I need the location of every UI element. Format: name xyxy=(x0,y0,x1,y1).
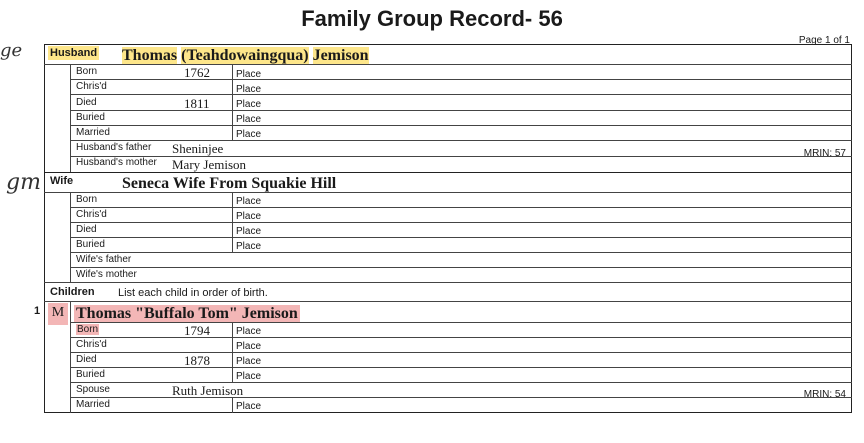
page-title: Family Group Record- 56 xyxy=(301,6,563,31)
child-name: Thomas "Buffalo Tom" Jemison xyxy=(76,305,298,322)
place-label: Place xyxy=(236,211,262,222)
husband-mother-label: Husband's mother xyxy=(76,157,157,168)
child-christened-label: Chris'd xyxy=(76,339,107,350)
child-born-label: Born xyxy=(77,324,99,335)
place-label: Place xyxy=(236,341,262,352)
husband-father-label: Husband's father xyxy=(76,142,152,153)
husband-father-name: Sheninjee xyxy=(172,141,224,156)
handwritten-mark-wife: gm xyxy=(6,170,41,195)
husband-name xyxy=(122,47,369,65)
child-number: 1 xyxy=(34,305,41,317)
wife-label: Wife xyxy=(50,175,74,187)
husband-born-date: 1762 xyxy=(184,65,210,80)
husband-died-label: Died xyxy=(76,97,97,108)
place-label: Place xyxy=(236,84,262,95)
husband-surname: Jemison xyxy=(312,47,369,64)
wife-name: Seneca Wife From Squakie Hill xyxy=(122,175,337,192)
place-label: Place xyxy=(236,326,262,337)
children-note: List each child in order of birth. xyxy=(118,287,268,299)
wife-christened-label: Chris'd xyxy=(76,209,107,220)
child-spouse-name: Ruth Jemison xyxy=(172,383,244,398)
husband-died-date: 1811 xyxy=(184,96,210,111)
husband-native-name: (Teahdowaingqua) xyxy=(181,47,309,64)
husband-christened-label: Chris'd xyxy=(76,81,107,92)
children-label: Children xyxy=(50,286,95,298)
husband-label: Husband xyxy=(50,47,98,59)
place-label: Place xyxy=(236,241,262,252)
wife-died-label: Died xyxy=(76,224,97,235)
wife-father-label: Wife's father xyxy=(76,254,132,265)
page-number: Page 1 of 1 xyxy=(798,35,850,46)
place-label: Place xyxy=(236,356,262,367)
child-spouse-label: Spouse xyxy=(76,384,110,395)
wife-buried-label: Buried xyxy=(76,239,105,250)
place-label: Place xyxy=(236,196,262,207)
wife-mother-label: Wife's mother xyxy=(76,269,137,280)
place-label: Place xyxy=(236,226,262,237)
husband-buried-label: Buried xyxy=(76,112,105,123)
husband-given-name: Thomas xyxy=(122,47,178,64)
place-label: Place xyxy=(236,129,262,140)
handwritten-mark-husband: ge xyxy=(0,40,23,61)
place-label: Place xyxy=(236,99,262,110)
child-mrin: MRIN: 54 xyxy=(803,389,846,400)
child-born-date: 1794 xyxy=(184,323,210,338)
child-died-date: 1878 xyxy=(184,353,210,368)
husband-mrin: MRIN: 57 xyxy=(803,148,846,159)
place-label: Place xyxy=(236,69,262,80)
place-label: Place xyxy=(236,401,262,412)
child-sex: M xyxy=(48,303,68,325)
husband-born-label: Born xyxy=(76,66,98,77)
child-died-label: Died xyxy=(76,354,97,365)
husband-married-label: Married xyxy=(76,127,110,138)
record-form xyxy=(44,44,852,413)
place-label: Place xyxy=(236,371,262,382)
child-buried-label: Buried xyxy=(76,369,105,380)
wife-born-label: Born xyxy=(76,194,98,205)
place-label: Place xyxy=(236,114,262,125)
child-married-label: Married xyxy=(76,399,110,410)
husband-mother-name: Mary Jemison xyxy=(172,157,247,172)
